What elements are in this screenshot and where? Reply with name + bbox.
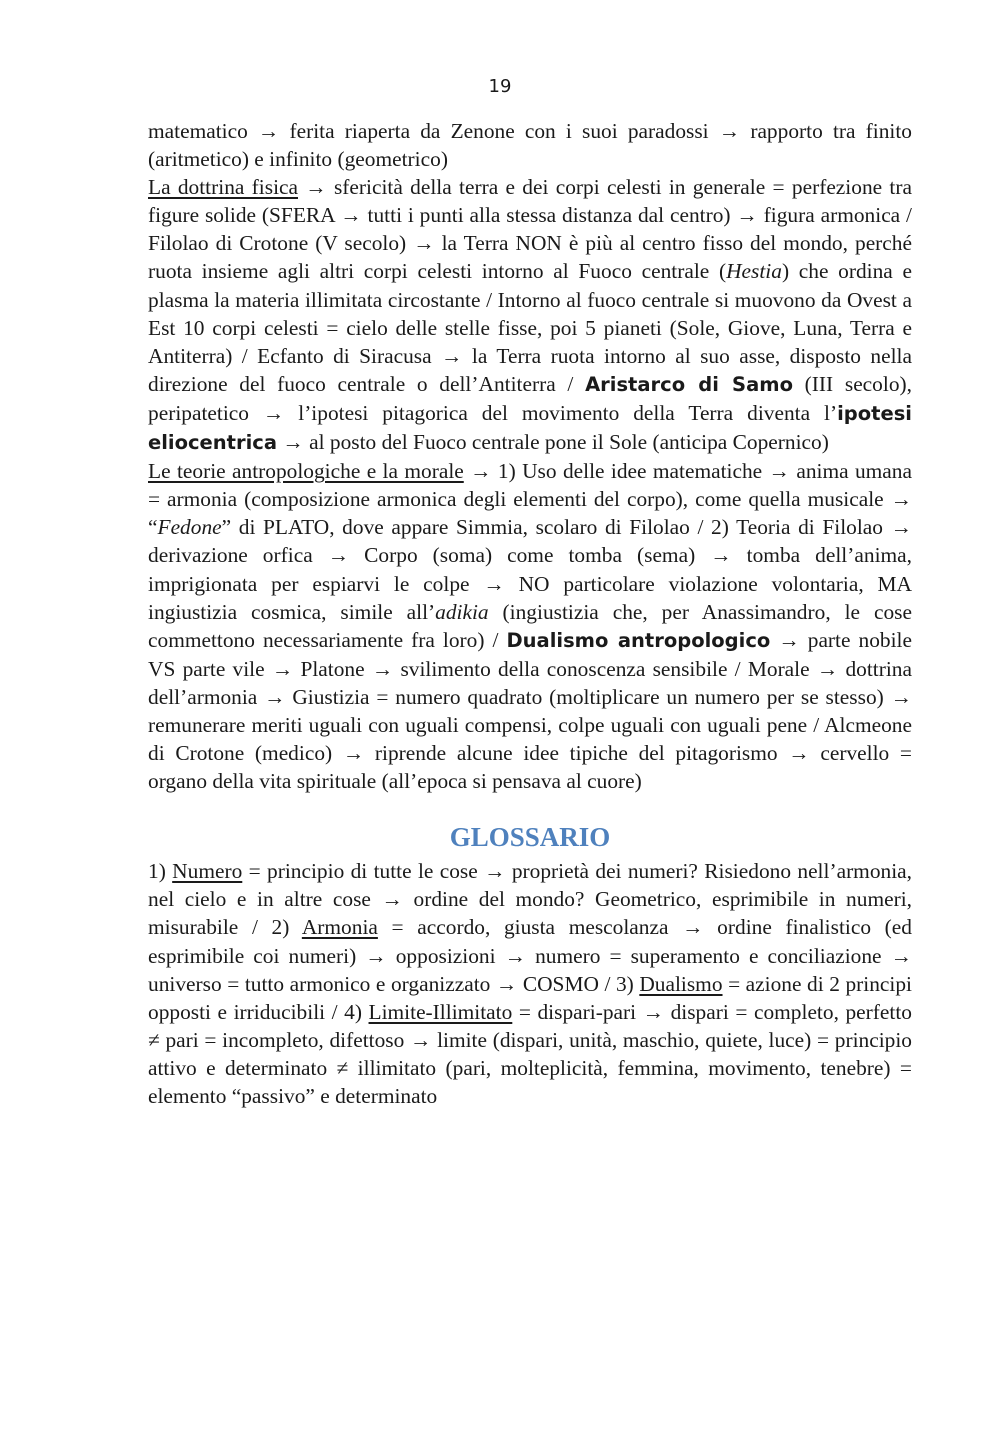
italic-term: Hestia [726, 259, 782, 284]
text-run: → sfericità della terra e dei corpi celesti in generale = perfezione tra figure solide (SFERA → tutti i punti alla stessa distanza dal centro) → figura armonica / Filolao di Crotone (V secolo) → la Terra NON è più al centro fisso del mondo, perché ruota insieme agli altri corpi celesti intorno al Fuoco centrale ( [148, 175, 912, 284]
body-paragraph [148, 173, 912, 457]
underlined-term: La dottrina fisica [148, 175, 298, 200]
underlined-term: Numero [172, 859, 243, 884]
bold-term: ipotesi eliocentrica [148, 401, 912, 455]
text-run: ) che ordina e plasma la materia illimitata circostante / Intorno al fuoco centrale si muovono da Ovest a Est 10 corpi celesti = cielo delle stelle fisse, poi 5 pianeti (Sole, Giove, Luna, Terra e Antiterra) / Ecfanto di Siracusa → la Terra ruota intorno al suo asse, disposto nella direzione del fuoco centrale o dell’Antiterra / [148, 259, 912, 396]
bold-term: Dualismo antropologico [506, 628, 771, 652]
text-run: matematico → ferita riaperta da Zenone con i suoi paradossi → rapporto tra finito (aritmetico) e infinito (geometrico) [148, 119, 912, 172]
text-run: → 1) Uso delle idee matematiche → anima umana = armonia (composizione armonica degli elementi del corpo), come quella musicale → “ [148, 459, 912, 540]
text-run: = dispari-pari → dispari = completo, perfetto ≠ pari = incompleto, difettoso → limite (dispari, unità, maschio, quiete, luce) = principio attivo e determinato ≠ illimitato (pari, molteplicità, femmina, movimento, tenebre) = elemento “passivo” e determinato [148, 999, 912, 1108]
underlined-term: Limite-Illimitato [368, 999, 513, 1024]
underlined-term: Armonia [301, 915, 378, 940]
text-run: = azione di 2 principi opposti e irriducibili / 4) [148, 971, 913, 1024]
bold-term: Aristarco di Samo [585, 372, 793, 396]
italic-term: adikia [435, 599, 489, 624]
body-paragraph [148, 117, 912, 173]
underlined-term: Dualismo [639, 971, 723, 996]
text-run: (III secolo), peripatetico → l’ipotesi pitagorica del movimento della Terra diventa l’ [148, 371, 912, 425]
glossary-title: GLOSSARIO [449, 822, 611, 853]
document-body [148, 117, 912, 1110]
text-run: (ingiustizia che, per Anassimandro, le cose commettono necessariamente fra loro) / [148, 599, 912, 652]
text-run: ” di PLATO, dove appare Simmia, scolaro di Filolao / 2) Teoria di Filolao → derivazione orfica → Corpo (soma) come tomba (sema) → tomba dell’anima, imprigionata per espiarvi le colpe → NO particolare violazione volontaria, MA ingiustizia cosmica, simile all’ [148, 515, 912, 624]
paragraphs-section [148, 117, 912, 795]
text-run: = accordo, giusta mescolanza → ordine finalistico (ed esprimibile coi numeri) → opposizioni → numero = superamento e conciliazione → universo = tutto armonico e organizzato → COSMO / 3) [148, 915, 912, 996]
italic-term: Fedone [157, 515, 222, 540]
text-run: → al posto del Fuoco centrale pone il Sole (anticipa Copernico) [277, 430, 829, 455]
page-number: 19 [488, 76, 512, 97]
glossary-paragraph [148, 857, 912, 1110]
underlined-term: Le teorie antropologiche e la morale [148, 459, 464, 484]
text-run: 1) [148, 859, 173, 884]
body-paragraph [148, 457, 912, 795]
text-run: = principio di tutte le cose → proprietà dei numeri? Risiedono nell’armonia, nel cielo e in altre cose → ordine del mondo? Geometrico, esprimibile in numeri, misurabile / 2) [148, 859, 912, 940]
text-run: → parte nobile VS parte vile → Platone → svilimento della conoscenza sensibile / Morale → dottrina dell’armonia → Giustizia = numero quadrato (moltiplicare un numero per se stesso) → remunerare meriti uguali con uguali compensi, colpe uguali con uguali pene / Alcmeone di Crotone (medico) → riprende alcune idee tipiche del pitagorismo → cervello = organo della vita spirituale (all’epoca si pensava al cuore) [148, 627, 912, 794]
